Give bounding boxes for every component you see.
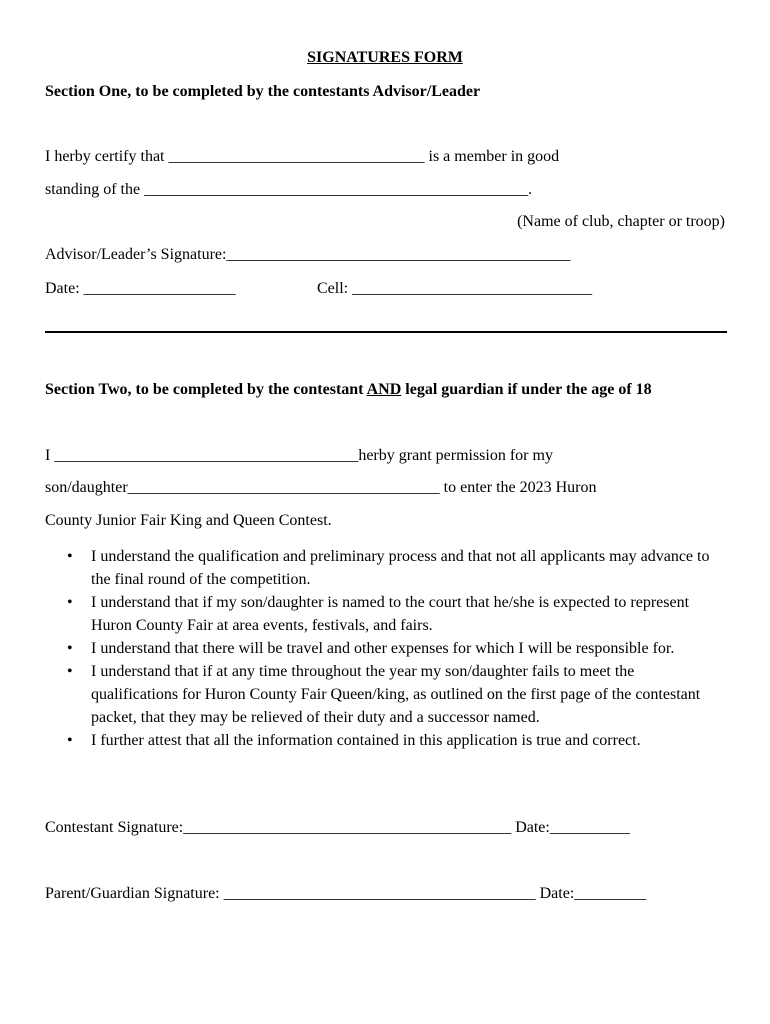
section-divider [45, 331, 727, 333]
list-item [45, 660, 725, 729]
list-item-text: I understand the qualification and preliminary process and that not all applicants may advance to the final round of the competition. [91, 548, 710, 588]
list-item-text: I understand that if at any time throughout the year my son/daughter fails to meet the qualifications for Huron County Fair Queen/king, as outlined on the first page of the contestant packet, that they may be relieved of their duty and a successor named. [91, 663, 701, 726]
contest-name-line: County Junior Fair King and Queen Contest. [45, 512, 332, 529]
grant-permission-line: I ______________________________________herby grant permission for my [45, 447, 553, 464]
section-two-heading-before: Section Two, to be completed by the contestant [45, 381, 367, 398]
bullet-icon: • [67, 732, 73, 749]
section-two-heading-after: legal guardian if under the age of 18 [401, 381, 652, 398]
list-item [45, 545, 725, 591]
bullet-icon: • [67, 663, 73, 680]
bullet-icon: • [67, 640, 73, 657]
acknowledgement-list [45, 545, 725, 752]
form-title: SIGNATURES FORM [307, 49, 463, 66]
standing-line: standing of the ________________________________________________. [45, 181, 533, 198]
bullet-icon: • [67, 548, 73, 565]
list-item [45, 591, 725, 637]
contestant-signature-line: Contestant Signature:_________________________________________ Date:__________ [45, 819, 630, 836]
parent-signature-line: Parent/Guardian Signature: _______________________________________ Date:_________ [45, 885, 647, 902]
advisor-signature-line: Advisor/Leader’s Signature:___________________________________________ [45, 246, 571, 263]
list-item [45, 729, 725, 752]
list-item-text: I understand that there will be travel and other expenses for which I will be responsible for. [91, 640, 675, 657]
advisor-date-field: Date: ___________________ [45, 280, 236, 297]
section-two-heading [45, 380, 652, 400]
bullet-icon: • [67, 594, 73, 611]
son-daughter-line: son/daughter_______________________________________ to enter the 2023 Huron [45, 479, 597, 496]
list-item [45, 637, 725, 660]
section-one-heading: Section One, to be completed by the contestants Advisor/Leader [45, 83, 481, 100]
club-name-note: (Name of club, chapter or troop) [517, 213, 725, 230]
list-item-text: I understand that if my son/daughter is named to the court that he/she is expected to represent Huron County Fair at area events, festivals, and fairs. [91, 594, 690, 634]
section-two-heading-and: AND [366, 381, 402, 398]
certify-line: I herby certify that ________________________________ is a member in good [45, 148, 560, 165]
list-item-text: I further attest that all the information contained in this application is true and correct. [91, 732, 641, 749]
advisor-cell-field: Cell: ______________________________ [317, 280, 593, 297]
